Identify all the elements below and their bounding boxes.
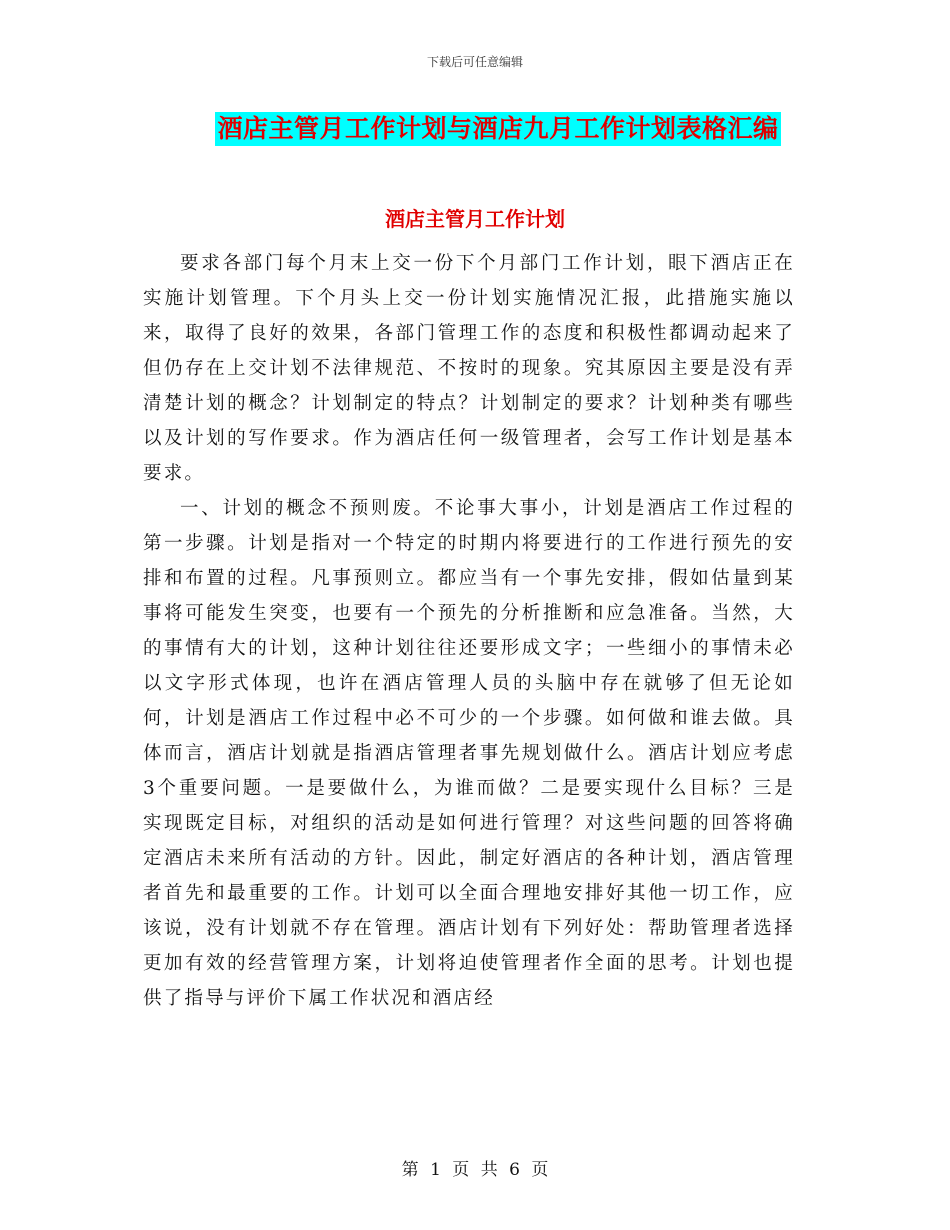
document-title-container: [0, 112, 950, 146]
document-body: [143, 246, 795, 1016]
document-title: 酒店主管月工作计划与酒店九月工作计划表格汇编: [215, 112, 780, 146]
paragraph-1: 要求各部门每个月末上交一份下个月部门工作计划，眼下酒店正在实施计划管理。下个月头上交一份计划实施情况汇报，此措施实施以来，取得了良好的效果，各部门管理工作的态度和积极性都调动起来了但仍存在上交计划不法律规范、不按时的现象。究其原因主要是没有弄清楚计划的概念？计划制定的特点？计划制定的要求？计划种类有哪些以及计划的写作要求。作为酒店任何一级管理者，会写工作计划是基本要求。: [143, 253, 795, 484]
page-number: 第 1 页 共 6 页: [401, 1160, 549, 1180]
page-header-note: 下载后可任意编辑: [426, 55, 523, 69]
section-title: 酒店主管月工作计划: [385, 207, 565, 231]
paragraph-2: 一、计划的概念不预则废。不论事大事小，计划是酒店工作过程的第一步骤。计划是指对一个特定的时期内将要进行的工作进行预先的安排和布置的过程。凡事预则立。都应当有一个事先安排，假如估量到某事将可能发生突变，也要有一个预先的分析推断和应急准备。当然，大的事情有大的计划，这种计划往往还要形成文字；一些细小的事情未必以文字形式体现，也许在酒店管理人员的头脑中存在就够了但无论如何，计划是酒店工作过程中必不可少的一个步骤。如何做和谁去做。具体而言，酒店计划就是指酒店管理者事先规划做什么。酒店计划应考虑3个重要问题。一是要做什么，为谁而做？二是要实现什么目标？三是实现既定目标，对组织的活动是如何进行管理？对这些问题的回答将确定酒店未来所有活动的方针。因此，制定好酒店的各种计划，酒店管理者首先和最重要的工作。计划可以全面合理地安排好其他一切工作，应该说，没有计划就不存在管理。酒店计划有下列好处：帮助管理者选择更加有效的经营管理方案，计划将迫使管理者作全面的思考。计划也提供了指导与评价下属工作状况和酒店经: [143, 498, 795, 1009]
